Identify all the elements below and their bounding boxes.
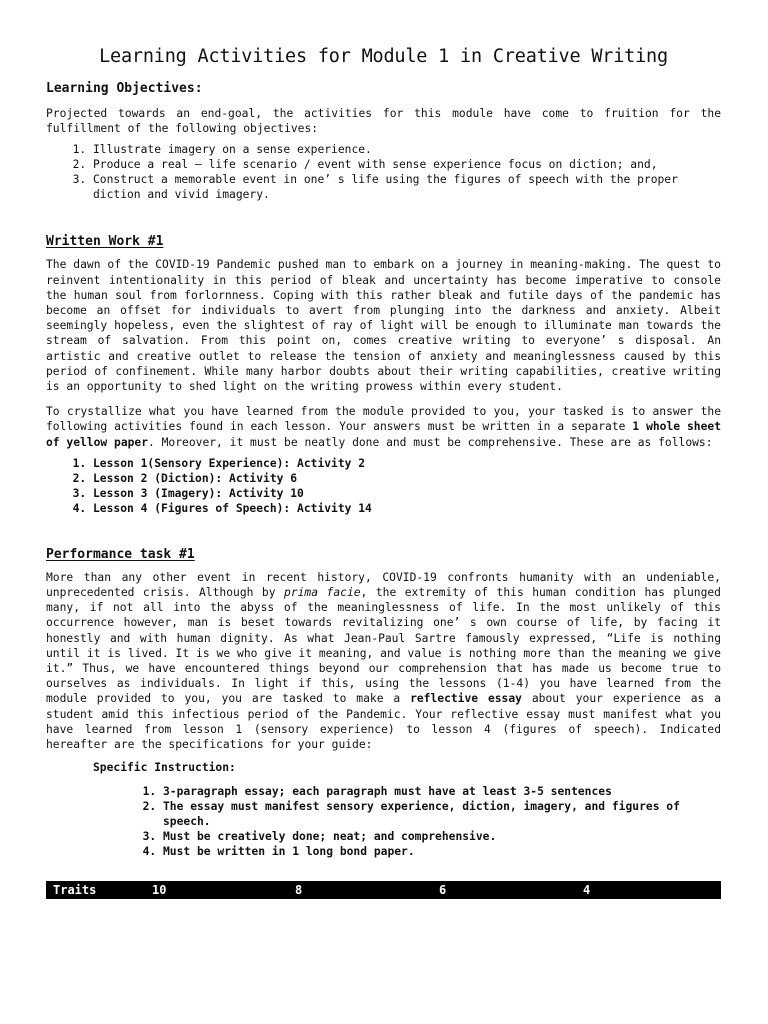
objectives-intro: Projected towards an end-goal, the activities for this module have come to fruition for the fulfillment of the following objectives: bbox=[46, 107, 721, 136]
list-item: 2. Lesson 2 (Diction): Activity 6 bbox=[93, 471, 721, 486]
list-item: 3. Must be creatively done; neat; and comprehensive. bbox=[163, 829, 721, 844]
list-item: 3. Construct a memorable event in one’ s life using the figures of speech with the proper diction and vivid imagery. bbox=[93, 172, 721, 202]
performance-task-heading: Performance task #1 bbox=[46, 546, 195, 562]
rubric-score-8: 8 bbox=[295, 883, 303, 897]
paragraph-text: , the extremity of this human condition has plunged many, if not all into the abyss of the meaninglessness of life. In the most unlikely of this occurrence however, man is beset towards revitalizing one’ s own course of life, by facing it honestly and with human dignity. As what Jean-Paul Sartre famously expressed, “Life is nothing until it is lived. It is we who give it meaning, and value is nothing more than the meaning we give it.” Thus, we have encountered things beyond our comprehension that has made us become true to ourselves as individuals. In light if this, using the lessons (1-4) you have learned from the module provided to you, you are tasked to make a bbox=[46, 586, 721, 706]
rubric-header-bar bbox=[46, 881, 721, 899]
list-item: 4. Lesson 4 (Figures of Speech): Activity 14 bbox=[93, 501, 721, 516]
reflective-essay-term: reflective essay bbox=[410, 692, 522, 706]
specs-list bbox=[46, 784, 721, 859]
written-work-heading: Written Work #1 bbox=[46, 234, 164, 250]
lessons-list bbox=[46, 456, 721, 516]
specific-instruction-label: Specific Instruction: bbox=[93, 761, 236, 775]
prima-facie-term: prima facie bbox=[284, 586, 361, 600]
paragraph-text: about your experience as a student amid this infectious period of the Pandemic. Your reflective essay must manifest what you have learned from lesson 1 (sensory experience) to lesson 4 (figures of speech). Indicated hereafter are the specifications for your guide: bbox=[46, 692, 721, 752]
rubric-score-6: 6 bbox=[439, 883, 447, 897]
document-title: Learning Activities for Module 1 in Creative Writing bbox=[99, 46, 668, 67]
rubric-score-10: 10 bbox=[152, 883, 167, 897]
list-item: 2. Produce a real – life scenario / event with sense experience focus on diction; and, bbox=[93, 157, 721, 172]
objectives-list bbox=[46, 142, 721, 202]
performance-task-paragraph bbox=[46, 570, 721, 752]
objectives-heading: Learning Objectives: bbox=[46, 81, 203, 96]
list-item: 1. Illustrate imagery on a sense experience. bbox=[93, 142, 721, 157]
list-item: 4. Must be written in 1 long bond paper. bbox=[163, 844, 721, 859]
list-item: 2. The essay must manifest sensory experience, diction, imagery, and figures of speech. bbox=[163, 799, 721, 829]
paragraph-text: More than any other event in recent history, COVID-19 confronts humanity with an undeniable, unprecedented crisis. Although by bbox=[46, 570, 721, 600]
written-work-paragraph-2 bbox=[46, 404, 721, 450]
list-item: 1. Lesson 1(Sensory Experience): Activity 2 bbox=[93, 456, 721, 471]
rubric-traits-label: Traits bbox=[53, 883, 97, 897]
paragraph-text: . Moreover, it must be neatly done and must be comprehensive. These are as follows: bbox=[148, 435, 713, 449]
paragraph-text: To crystallize what you have learned from the module provided to you, your tasked is to answer the following activities found in each lesson. Your answers must be written in a separate bbox=[46, 405, 721, 434]
paper-requirement: 1 whole sheet of yellow paper bbox=[46, 420, 721, 449]
rubric-score-4: 4 bbox=[583, 883, 591, 897]
list-item: 1. 3-paragraph essay; each paragraph must have at least 3-5 sentences bbox=[163, 784, 721, 799]
list-item: 3. Lesson 3 (Imagery): Activity 10 bbox=[93, 486, 721, 501]
written-work-paragraph-1: The dawn of the COVID-19 Pandemic pushed man to embark on a journey in meaning-making. The quest to reinvent intentionality in this period of bleak and uncertainty has become imperative to console the human soul from forlornness. Coping with this rather bleak and futile days of the pandemic has become an offset for individuals to avert from plunging into the darkness and anxiety. Albeit seemingly hopeless, even the slightest of ray of light will be enough to illuminate man towards the stream of salvation. From this point on, comes creative writing to everyone’ s disposal. An artistic and creative outlet to release the tension of anxiety and meaninglessness caused by this period of confinement. While many harbor doubts about their writing capabilities, creative writing is an opportunity to shed light on the writing prowess within every student. bbox=[46, 258, 721, 394]
